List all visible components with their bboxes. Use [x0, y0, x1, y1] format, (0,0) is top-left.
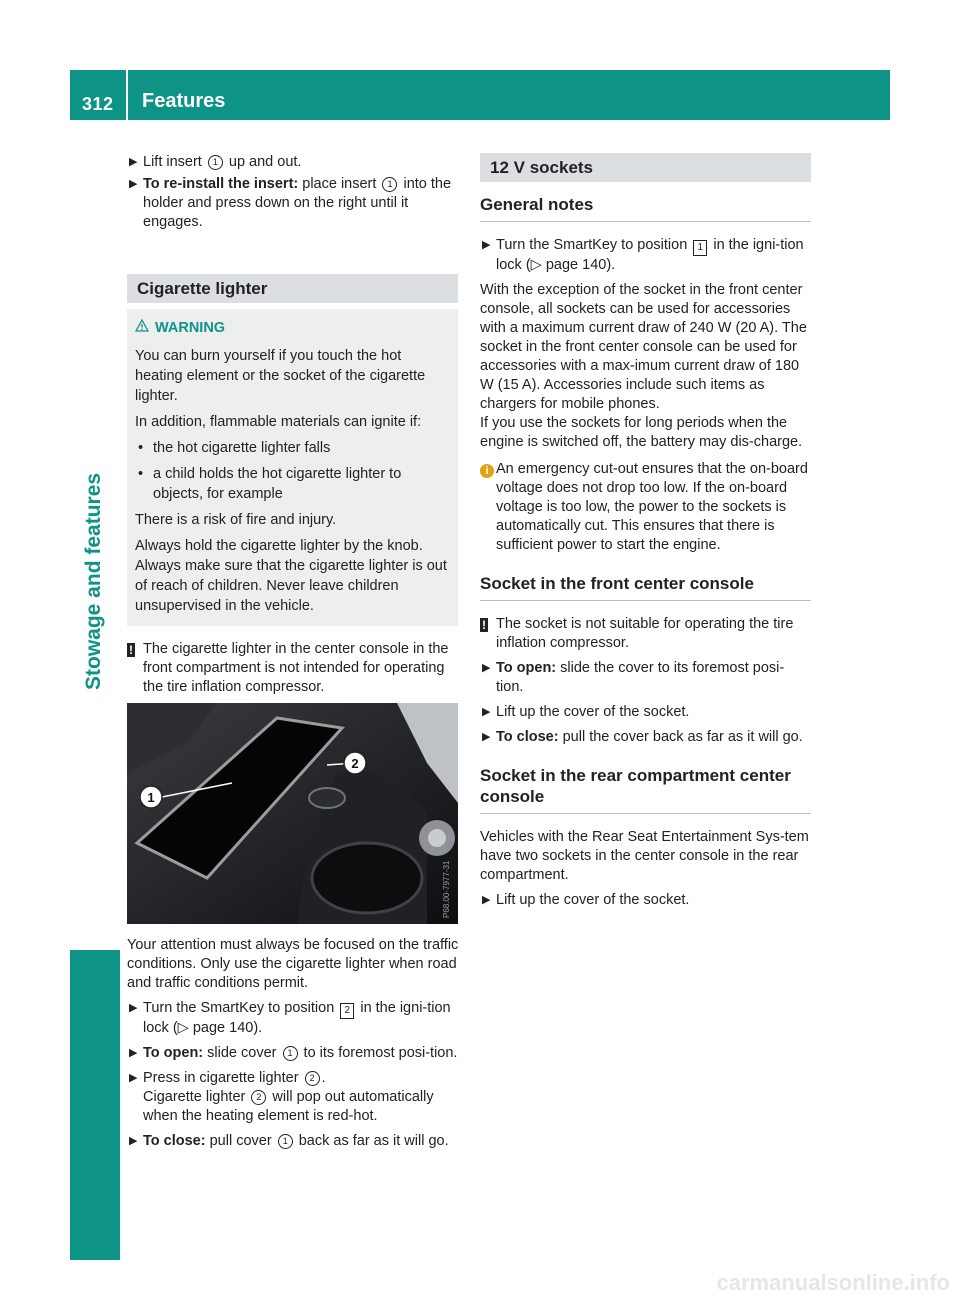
- exclamation-icon: !: [129, 643, 133, 657]
- info-note: i An emergency cut-out ensures that the on-board voltage does not drop too low. If the on-board voltage is too low, the power to the sockets is automatically cut. This ensures that there is sufficient power to start the engine.: [480, 460, 811, 555]
- step-arrow-icon: [129, 999, 137, 1018]
- step-arrow-icon: [129, 175, 137, 194]
- info-icon: i: [480, 464, 494, 478]
- step-arrow-icon: [129, 1069, 137, 1088]
- center-console-photo: [127, 703, 458, 924]
- warning-text: There is a risk of fire and injury.: [135, 512, 337, 528]
- step-arrow-icon: [129, 1132, 137, 1151]
- callout-2-icon: 2: [305, 1071, 320, 1086]
- list-item: • a child holds the hot cigarette lighter to objects, for example: [138, 466, 402, 502]
- step-arrow-icon: [482, 728, 490, 747]
- instruction-step: ▶ To open: slide cover 1 to its foremost posi-tion.: [127, 1044, 459, 1063]
- caution-note: ! The cigarette lighter in the center console in the front compartment is not intended for operating the tire inflation compressor.: [129, 641, 449, 695]
- image-code: P68.00-7977-31: [442, 860, 451, 918]
- sidebar-color-block: [70, 950, 120, 1260]
- callout-2-icon: 2: [251, 1090, 266, 1105]
- paragraph: With the exception of the socket in the front center console, all sockets can be used for accessories with a maximum current draw of 240 W (20 A). The socket in the front center console can be used for accessories with a max-imum current draw of 180 W (15 A). Accessories include such items as chargers for mobile phones.: [480, 282, 807, 412]
- callout-1-icon: 1: [278, 1134, 293, 1149]
- page-number: 312: [82, 94, 114, 114]
- warning-box: [127, 309, 458, 626]
- key-position-2-icon: 2: [340, 1003, 354, 1019]
- callout-1-icon: 1: [382, 177, 397, 192]
- step-arrow-icon: [482, 703, 490, 722]
- warning-triangle-icon: [135, 319, 149, 338]
- caution-note: ! The socket is not suitable for operating the tire inflation compressor.: [482, 616, 794, 651]
- page-ref-arrow-icon: ▷: [530, 257, 542, 273]
- header-divider: [126, 70, 128, 120]
- page-header: [70, 70, 890, 120]
- subsection-heading: Socket in the front center console: [480, 573, 811, 601]
- exclamation-icon: !: [482, 618, 486, 632]
- list-item: • the hot cigarette lighter falls: [138, 440, 331, 456]
- sidebar-section-label: Stowage and features: [82, 472, 105, 690]
- instruction-step: ▶ Turn the SmartKey to position 2 in the igni-tion lock (▷ page 140).: [127, 999, 459, 1038]
- warning-text: Always hold the cigarette lighter by the knob. Always make sure that the cigarette lighter is out of reach of children. Never leave children unsupervised in the vehicle.: [135, 538, 447, 614]
- warning-heading: WARNING: [135, 319, 450, 338]
- instruction-step: ▶ Press in cigarette lighter 2 . Cigarette lighter 2 will pop out automatically when the heating element is red-hot.: [127, 1069, 459, 1126]
- callout-2-label: 2: [351, 756, 359, 771]
- section-heading: 12 V sockets: [480, 153, 811, 182]
- site-watermark: carmanualsonline.info: [716, 1270, 950, 1295]
- left-column-top: [127, 153, 459, 232]
- step-arrow-icon: [129, 153, 137, 172]
- instruction-step: ▶ To close: pull cover 1 back as far as it will go.: [127, 1132, 459, 1151]
- paragraph: Vehicles with the Rear Seat Entertainment Sys-tem have two sockets in the center console in the rear compartment.: [480, 829, 809, 883]
- chapter-title: Features: [142, 90, 226, 112]
- subsection-heading: General notes: [480, 194, 811, 222]
- callout-1-icon: 1: [283, 1046, 298, 1061]
- step-arrow-icon: [482, 891, 490, 910]
- callout-1-icon: 1: [208, 155, 223, 170]
- instruction-step: ▶ To close: pull the cover back as far as it will go.: [480, 728, 811, 747]
- step-arrow-icon: [482, 236, 490, 255]
- paragraph: Your attention must always be focused on the traffic conditions. Only use the cigarette lighter when road and traffic conditions permit.: [127, 937, 459, 991]
- right-column: [480, 153, 811, 910]
- subsection-heading: Socket in the rear compartment center console: [480, 765, 811, 814]
- section-cigarette-lighter: [127, 274, 458, 303]
- left-column-bottom: [127, 936, 459, 1151]
- step-arrow-icon: [482, 659, 490, 678]
- instruction-step: ▶ Lift up the cover of the socket.: [480, 891, 811, 910]
- paragraph: If you use the sockets for long periods when the engine is switched off, the battery may dis-charge.: [480, 415, 803, 450]
- step-arrow-icon: [129, 1044, 137, 1063]
- console-illustration: [127, 703, 458, 924]
- key-position-1-icon: 1: [693, 240, 707, 256]
- instruction-step: ▶ Lift insert 1 up and out.: [127, 153, 459, 172]
- instruction-step: ▶ Lift up the cover of the socket.: [480, 703, 811, 722]
- page-ref-arrow-icon: ▷: [177, 1020, 189, 1036]
- callout-1-label: 1: [147, 790, 155, 805]
- warning-text: You can burn yourself if you touch the hot heating element or the socket of the cigarette lighter.: [135, 348, 426, 404]
- instruction-step: ▶ To open: slide the cover to its foremost posi-tion.: [480, 659, 811, 697]
- section-heading: Cigarette lighter: [127, 274, 458, 303]
- warning-text: In addition, flammable materials can ignite if:: [135, 414, 422, 430]
- instruction-step: ▶ Turn the SmartKey to position 1 in the igni-tion lock (▷ page 140).: [480, 236, 811, 275]
- left-note: [127, 640, 458, 697]
- instruction-step: ▶ To re-install the insert: place insert 1 into the holder and press down on the right until it engages.: [127, 175, 459, 232]
